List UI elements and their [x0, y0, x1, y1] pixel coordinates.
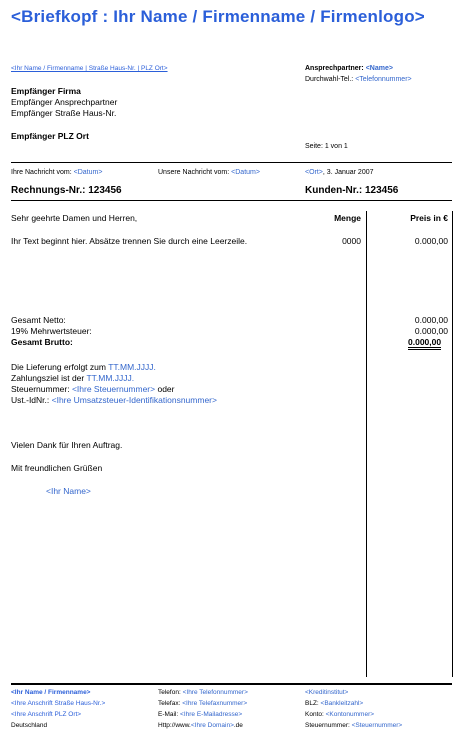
footer-phone-label: Telefon:: [158, 689, 181, 696]
recipient-city: Empfänger PLZ Ort: [11, 131, 89, 141]
footer-blz-value: <Bankleitzahl>: [320, 700, 364, 707]
tax-suffix: oder: [155, 384, 175, 394]
footer-street: <Ihre Anschrift Straße Haus-Nr.>: [11, 700, 106, 707]
ref-our-message-value: <Datum>: [231, 169, 260, 176]
ref-your-message: [11, 169, 102, 176]
divider-footer: [11, 683, 452, 685]
ref-our-message: [158, 169, 260, 176]
footer-email-label: E-Mail:: [158, 711, 179, 718]
footer-email: [158, 711, 242, 718]
divider-invoice: [11, 200, 452, 201]
col-quantity-header: Menge: [334, 213, 361, 223]
footer-taxno: [305, 722, 402, 729]
body-text: Ihr Text beginnt hier. Absätze trennen Sie durch eine Leerzeile.: [11, 236, 248, 246]
footer-web-prefix: Http://www.: [158, 722, 191, 729]
tax-label: Steuernummer:: [11, 384, 72, 394]
right-border: [452, 211, 453, 677]
footer-account: [305, 711, 374, 718]
contact-partner: [305, 65, 393, 72]
signature-name: <Ihr Name>: [46, 486, 91, 496]
ref-our-message-label: Unsere Nachricht vom:: [158, 169, 230, 176]
footer-fax-label: Telefax:: [158, 700, 181, 707]
footer-blz-label: BLZ:: [305, 700, 319, 707]
gross-value-text: 0.000,00: [408, 337, 441, 350]
thanks-text: Vielen Dank für Ihren Auftrag.: [11, 440, 123, 450]
recipient-street: Empfänger Straße Haus-Nr.: [11, 108, 117, 118]
divider-top: [11, 162, 452, 163]
footer-country: Deutschland: [11, 722, 48, 729]
payment-prefix: Zahlungsziel ist der: [11, 373, 87, 383]
col-price-header: Preis in €: [410, 213, 448, 223]
ref-date-text: , 3. Januar 2007: [322, 169, 374, 176]
footer-fax-value: <Ihre Telefaxnummer>: [182, 700, 248, 707]
footer-web: [158, 722, 243, 729]
contact-phone-value: <Telefonnummer>: [355, 76, 412, 83]
footer-phone: [158, 689, 248, 696]
recipient-company: Empfänger Firma: [11, 86, 81, 96]
tax-number-line: [11, 384, 174, 394]
vat-id-value: <Ihre Umsatzsteuer-Identifikationsnummer>: [51, 395, 217, 405]
greeting-text: Mit freundlichen Grüßen: [11, 463, 103, 473]
vat-label: 19% Mehrwertsteuer:: [11, 326, 92, 336]
delivery-terms: [11, 362, 156, 372]
gross-value: [408, 337, 441, 347]
net-value: 0.000,00: [414, 315, 448, 325]
footer-account-value: <Kontonummer>: [325, 711, 375, 718]
tax-value: <Ihre Steuernummer>: [71, 384, 156, 394]
ref-place-date: [305, 169, 374, 176]
payment-terms: [11, 373, 134, 383]
ref-your-message-value: <Datum>: [73, 169, 103, 176]
customer-number: Kunden-Nr.: 123456: [305, 185, 399, 196]
column-divider: [366, 211, 367, 677]
footer-company-name: <Ihr Name / Firmenname>: [11, 689, 91, 696]
footer-account-label: Konto:: [305, 711, 324, 718]
ref-place-value: <Ort>: [305, 169, 323, 176]
footer-fax: [158, 700, 247, 707]
footer-web-suffix: .de: [233, 722, 243, 729]
salutation: Sehr geehrte Damen und Herren,: [11, 213, 138, 223]
contact-partner-value: <Name>: [365, 65, 393, 72]
footer-bank: <Kreditinstitut>: [305, 689, 349, 696]
delivery-date: TT.MM.JJJJ.: [108, 362, 156, 372]
vat-value: 0.000,00: [414, 326, 448, 336]
vat-id-line: [11, 395, 217, 405]
footer-web-value: <Ihre Domain>: [190, 722, 234, 729]
invoice-number: Rechnungs-Nr.: 123456: [11, 185, 122, 196]
footer-email-value: <Ihre E-Mailadresse>: [180, 711, 243, 718]
quantity-value: 0000: [342, 236, 361, 246]
footer-blz: [305, 700, 363, 707]
vat-id-label: Ust.-IdNr.:: [11, 395, 52, 405]
page-info: Seite: 1 von 1: [305, 143, 348, 150]
footer-taxno-value: <Steuernummer>: [351, 722, 403, 729]
ref-your-message-label: Ihre Nachricht vom:: [11, 169, 72, 176]
letterhead-title: <Briefkopf : Ihr Name / Firmenname / Firmenlogo>: [11, 7, 425, 26]
contact-phone-label: Durchwahl-Tel.:: [305, 76, 354, 83]
gross-label: Gesamt Brutto:: [11, 337, 73, 347]
contact-phone: [305, 76, 412, 83]
footer-taxno-label: Steuernummer:: [305, 722, 350, 729]
contact-partner-label: Ansprechpartner:: [305, 65, 364, 72]
recipient-contact: Empfänger Ansprechpartner: [11, 97, 118, 107]
sender-return-line: <Ihr Name / Firmenname | Straße Haus-Nr. | PLZ Ort>: [11, 65, 168, 72]
delivery-prefix: Die Lieferung erfolgt zum: [11, 362, 109, 372]
net-label: Gesamt Netto:: [11, 315, 66, 325]
price-value: 0.000,00: [414, 236, 448, 246]
payment-date: TT.MM.JJJJ.: [86, 373, 135, 383]
footer-city: <Ihre Anschrift PLZ Ort>: [11, 711, 82, 718]
footer-phone-value: <Ihre Telefonnummer>: [182, 689, 248, 696]
